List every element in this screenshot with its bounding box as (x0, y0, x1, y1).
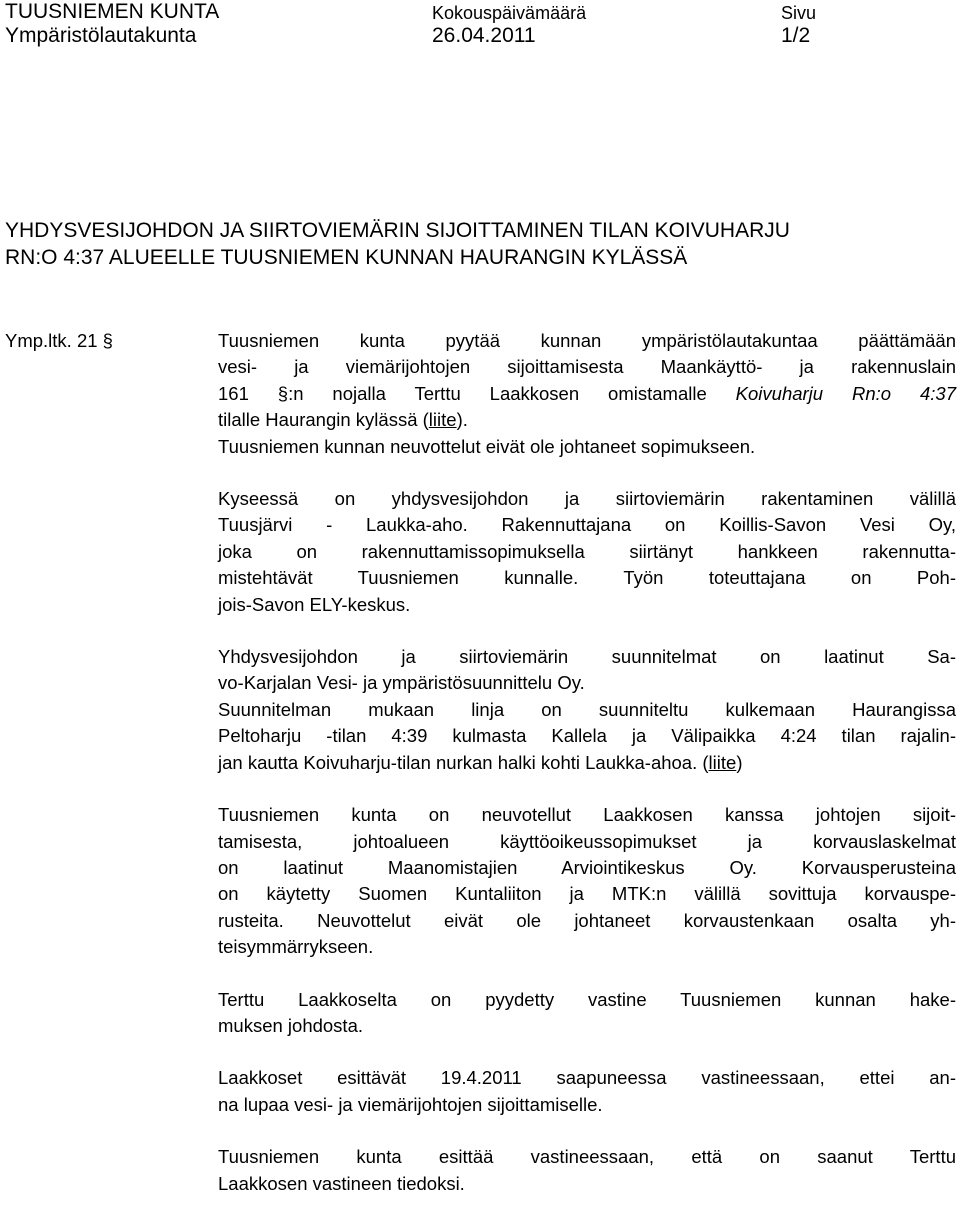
text-line: Tuusniemen kunta on neuvotellut Laakkosen kanssa johtojen sijoit- (218, 804, 956, 826)
text-line: Peltoharju -tilan 4:39 kulmasta Kallela ja Välipaikka 4:24 tilan rajalin- (218, 725, 956, 747)
paragraph-plans (218, 644, 956, 776)
text-line: mistehtävät Tuusniemen kunnalle. Työn toteuttajana on Poh- (218, 567, 956, 589)
text-line: Suunnitelman mukaan linja on suunniteltu kulkemaan Haurangissa (218, 698, 956, 720)
paragraph-negotiations (218, 802, 956, 960)
text-line: teisymmärrykseen. (218, 936, 374, 958)
property-name: Koivuharju Rn:o 4:37 (735, 382, 956, 404)
text-line: Tuusniemen kunnan neuvottelut eivät ole johtaneet sopimukseen. (218, 435, 756, 457)
paragraph-municipality-statement (218, 1144, 956, 1197)
paragraph-project (218, 486, 956, 618)
paragraph-response (218, 1065, 956, 1118)
text-line: joka on rakennuttamissopimuksella siirtänyt hankkeen rakennutta- (218, 540, 956, 562)
header-date: 26.04.2011 (432, 24, 536, 47)
text-line: on käytetty Suomen Kuntaliiton ja MTK:n välillä sovittuja korvauspe- (218, 883, 956, 905)
text-line: Tuusniemen kunta esittää vastineessaan, että on saanut Terttu (218, 1146, 956, 1168)
text-line: vo-Karjalan Vesi- ja ympäristösuunnittelu Oy. (218, 672, 585, 694)
title-line-1: YHDYSVESIJOHDON JA SIIRTOVIEMÄRIN SIJOITTAMINEN TILAN KOIVUHARJU (5, 219, 790, 242)
text-line: on laatinut Maanomistajien Arviointikeskus Oy. Korvausperusteina (218, 856, 956, 878)
text-line: Kyseessä on yhdysvesijohdon ja siirtoviemärin rakentaminen välillä (218, 488, 956, 510)
section-number: Ymp.ltk. 21 § (5, 330, 113, 351)
text-line: Laakkosen vastineen tiedoksi. (218, 1172, 465, 1194)
document-body (218, 328, 956, 1223)
attachment-link[interactable]: liite (428, 409, 457, 431)
header-board: Ympäristölautakunta (5, 24, 197, 47)
text-line: tamisesta, johtoalueen käyttöoikeussopimukset ja korvauslaskelmat (218, 830, 956, 852)
text-line: Tuusniemen kunta pyytää kunnan ympäristölautakuntaa päättämään (218, 330, 956, 351)
header-date-label: Kokouspäivämäärä (432, 3, 587, 23)
text-line: Terttu Laakkoselta on pyydetty vastine Tuusniemen kunnan hake- (218, 988, 956, 1010)
text-line: Laakkoset esittävät 19.4.2011 saapuneessa vastineessaan, ettei an- (218, 1067, 956, 1089)
header-org: TUUSNIEMEN KUNTA (5, 0, 220, 23)
title-line-2: RN:O 4:37 ALUEELLE TUUSNIEMEN KUNNAN HAURANGIN KYLÄSSÄ (5, 246, 688, 269)
paragraph-response-request (218, 987, 956, 1040)
text-line: na lupaa vesi- ja viemärijohtojen sijoittamiselle. (218, 1093, 603, 1115)
text-line: tilalle Haurangin kylässä (liite). (218, 409, 468, 431)
text-line: Yhdysvesijohdon ja siirtoviemärin suunnitelmat on laatinut Sa- (218, 646, 956, 668)
text-line: jan kautta Koivuharju-tilan nurkan halki kohti Laukka-ahoa. (liite) (218, 751, 743, 773)
text-line: rusteita. Neuvottelut eivät ole johtaneet korvaustenkaan osalta yh- (218, 909, 956, 931)
text-line: jois-Savon ELY-keskus. (218, 593, 411, 615)
header-page-label: Sivu (781, 3, 817, 23)
text-line: muksen johdosta. (218, 1014, 364, 1036)
document-title (5, 217, 790, 271)
attachment-link[interactable]: liite (708, 751, 737, 773)
text-line: 161 §:n nojalla Terttu Laakkosen omistamalle Koivuharju Rn:o 4:37 (218, 382, 956, 404)
header-page: 1/2 (781, 24, 811, 47)
text-line: Tuusjärvi - Laukka-aho. Rakennuttajana on Koillis-Savon Vesi Oy, (218, 514, 956, 536)
paragraph-request (218, 328, 956, 460)
text-line: vesi- ja viemärijohtojen sijoittamisesta Maankäyttö- ja rakennuslain (218, 356, 956, 378)
